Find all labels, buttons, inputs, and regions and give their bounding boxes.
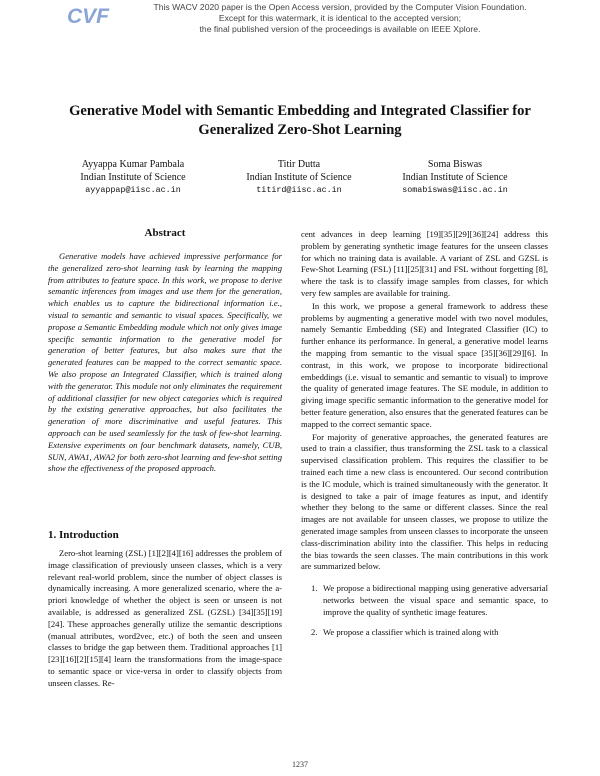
author-affiliation: Indian Institute of Science xyxy=(80,172,186,183)
author-email[interactable]: titird@iisc.ac.in xyxy=(256,185,342,195)
watermark-line-3: the final published version of the proceedings is available on IEEE Xplore. xyxy=(199,24,481,34)
cvf-logo-text: CVF xyxy=(67,5,109,26)
abstract-text: Generative models have achieved impressive performance for the generalized zero-shot learning task by learning the mapping from attributes to feature space. In this work, we propose to derive semantic inferences from images and use them for the generation, which enables us to capture the bidirectional information i.e., visual to semantic and semantic to visual spaces. Specifically, we propose a Semantic Embedding module which not only gives image specific semantic information to the generative model for generation of better features, but also makes sure that the generated features can be mapped to the correct semantic space. We also propose an Integrated Classifier, which is trained along with the generator. This module not only eliminates the requirement of additional classifier for new object categories which is required by the existing generative approaches, but also facilitates the generation of more discriminative and useful features. This approach can be used seamlessly for the task of few-shot learning. Extensive experiments on four benchmark datasets, namely, CUB, SUN, AWA1, AWA2 for both zero-shot learning and few-shot setting show the effectiveness of the proposed approach. xyxy=(48,251,282,474)
list-item xyxy=(301,627,548,639)
paper-title xyxy=(40,102,560,140)
cvf-logo xyxy=(67,4,113,26)
intro-paragraph-3: For majority of generative approaches, the generated features are used to train a classifier, thus transforming the ZSL task to a classical supervised classification problem. This requires the classifier to be trained each time a new class is encountered. Our second contribution is the IC module, which is trained simultaneously with the generator. It is designed to take a pair of image features as input, and identify whether they belong to the same or different classes. Since the real images are not available for unseen classes, we propose to utilize the generated image samples from unseen classes to incorporate the unseen class-discrimination ability into the classifier. This helps in reducing the bias towards the seen classes. The main contributions in this work are summarized below. xyxy=(301,431,548,572)
title-line-1: Generative Model with Semantic Embedding and Integrated Classifier for xyxy=(69,103,531,119)
right-column xyxy=(301,229,548,638)
author-block-3 xyxy=(370,158,540,197)
contribution-list xyxy=(301,583,548,638)
author-affiliation: Indian Institute of Science xyxy=(402,172,508,183)
author-block-1 xyxy=(48,158,218,197)
intro-paragraph-1: Zero-shot learning (ZSL) [1][2][4][16] addresses the problem of image classification of previously unseen classes, which is a very relevant real-world problem, since the number of object classes is dynamically increasing. A more generalized scenario, where the a-priori knowledge of whether the object is seen or unseen is not available, is addressed as generalized ZSL (GZSL) [34][35][19][24]. These approaches generally utilize the semantic descriptions (manual attributes, word2vec, etc.) of both the seen and unseen classes to bridge the gap between them. Traditional approaches [1][23][16][2][15][4] learn the transformations from the image-space to semantic space or vice-versa in order to classify objects from unseen classes. Re- xyxy=(48,548,282,688)
abstract-heading: Abstract xyxy=(144,227,186,239)
intro-heading: 1. Introduction xyxy=(48,529,119,541)
list-item xyxy=(301,583,548,618)
abstract-body xyxy=(48,251,282,475)
author-name: Soma Biswas xyxy=(427,159,483,170)
list-item-number: 1. xyxy=(311,583,318,594)
intro-paragraph-2: In this work, we propose a general framework to address these problems by augmenting a generative model with two novel modules, namely Semantic Embedding (SE) and Integrated Classifier (IC) to further enhance its performance. In general, a generative model learns the mapping from semantic to the visual space [35][36][29][6]. In contrast, in this work, we propose to incorporate bidirectional embeddings (i.e. visual to semantic and semantic to visual) to improve the quality of generated image features. The SE module, in addition to giving image specific semantic information to the generative model for better feature generation, also ensures that the generated features can be mapped to the correct semantic space. xyxy=(301,300,548,429)
author-email[interactable]: ayyappap@iisc.ac.in xyxy=(85,185,181,195)
author-name: Titir Dutta xyxy=(277,159,321,170)
title-line-2: Generalized Zero-Shot Learning xyxy=(198,122,402,138)
intro-body xyxy=(48,548,282,690)
author-affiliation: Indian Institute of Science xyxy=(246,172,352,183)
author-block-2 xyxy=(214,158,384,197)
list-item-number: 2. xyxy=(311,626,318,637)
intro-continued: cent advances in deep learning [19][35][29][36][24] address this problem by generating synthetic image features for the unseen classes for which no training data is available. A variant of ZSL and GZSL is Few-Shot Learning (FSL) [11][25][31] and FSL without forgetting [8], where the task is to classify image samples from classes, for which very few samples are available for training. xyxy=(301,229,548,298)
author-email[interactable]: somabiswas@iisc.ac.in xyxy=(402,185,508,195)
watermark-line-1: This WACV 2020 paper is the Open Access version, provided by the Computer Vision Foundation. xyxy=(153,2,527,12)
page-number: 1237 xyxy=(292,760,308,769)
watermark-line-2: Except for this watermark, it is identical to the accepted version; xyxy=(218,13,462,23)
list-item-text: We propose a classifier which is trained along with xyxy=(323,626,499,637)
list-item-text: We propose a bidirectional mapping using generative adversarial networks between the visual space and semantic space, to improve the quality of synthetic image features. xyxy=(323,583,548,617)
author-name: Ayyappa Kumar Pambala xyxy=(81,159,185,170)
